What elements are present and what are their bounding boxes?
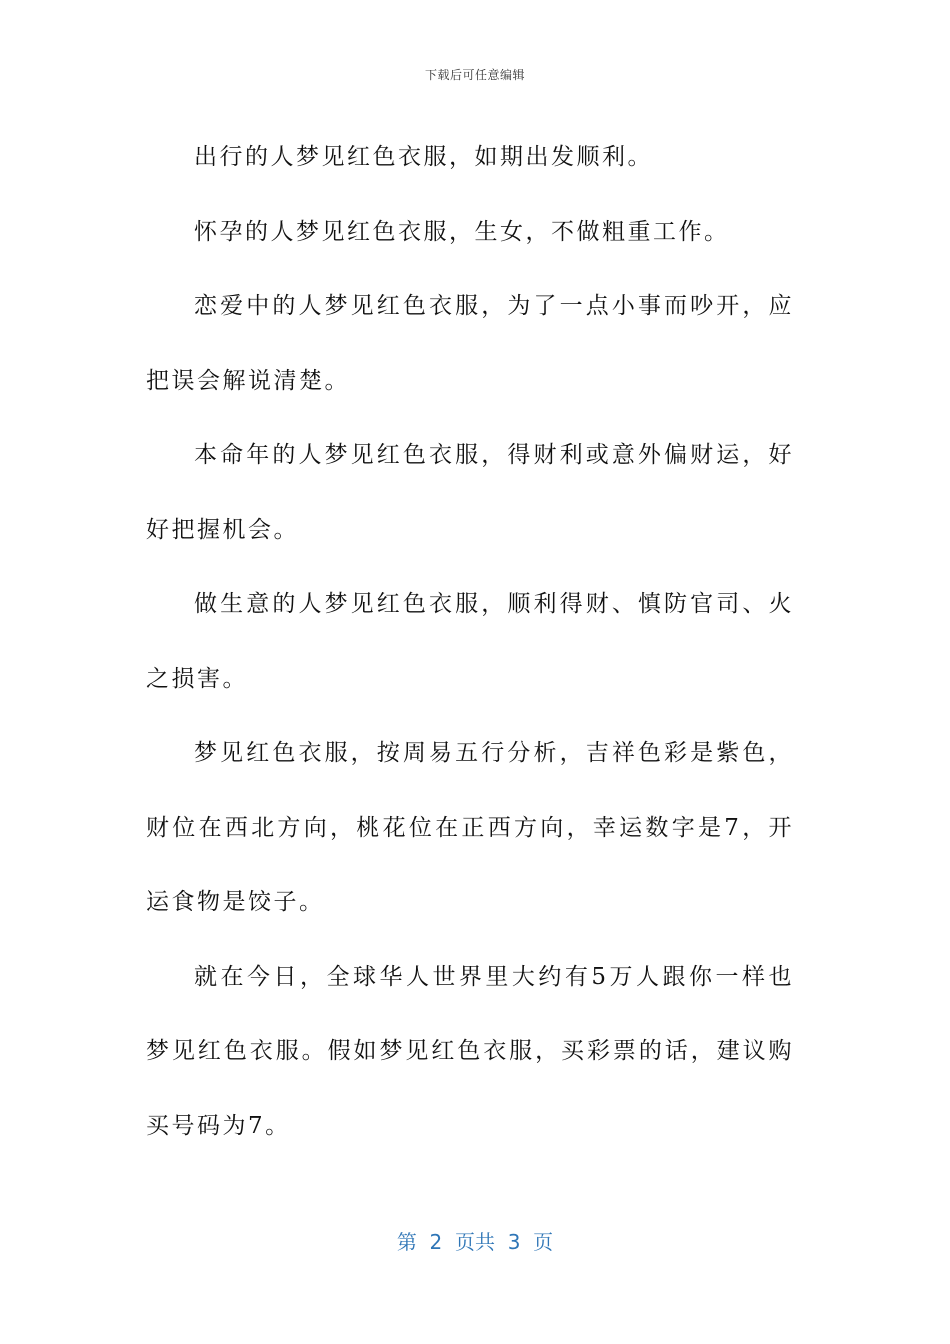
header-note: 下载后可任意编辑 [424,68,525,82]
page-header [0,66,950,83]
footer-total-pages: 3 [507,1230,521,1254]
footer-current-page: 2 [429,1230,443,1254]
document-body [146,120,794,1163]
paragraph-travel: 出行的人梦见红色衣服，如期出发顺利。 [194,144,653,170]
paragraph-business: 做生意的人梦见红色衣服，顺利得财、慎防官司、火之损害。 [146,591,794,692]
page-footer [0,1226,950,1255]
footer-prefix: 第 [396,1230,417,1254]
paragraph-pregnant: 怀孕的人梦见红色衣服，生女，不做粗重工作。 [194,218,730,245]
paragraph-five-elements: 梦见红色衣服，按周易五行分析，吉祥色彩是紫色，财位在西北方向，桃花位在正西方向，幸运数字是7，开运食物是饺子。 [146,740,794,915]
footer-middle: 页共 [455,1230,495,1254]
paragraph-lottery: 就在今日，全球华人世界里大约有5万人跟你一样也梦见红色衣服。假如梦见红色衣服，买彩票的话，建议购买号码为7。 [146,963,794,1139]
paragraph-romance: 恋爱中的人梦见红色衣服，为了一点小事而吵开，应把误会解说清楚。 [146,293,794,394]
footer-suffix: 页 [533,1230,554,1254]
paragraph-zodiac-year: 本命年的人梦见红色衣服，得财利或意外偏财运，好好把握机会。 [146,442,794,543]
